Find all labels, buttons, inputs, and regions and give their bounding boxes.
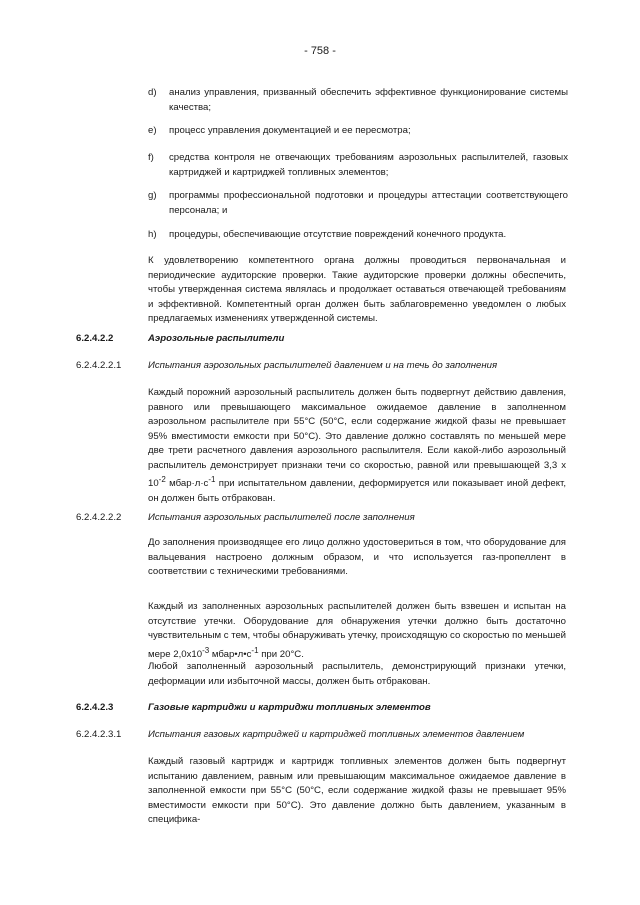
section-number: 6.2.4.2.3.1 [76, 729, 122, 740]
section-number: 6.2.4.2.3 [76, 702, 114, 713]
paragraph-audits: К удовлетворению компетентного органа должны проводиться первоначальная и периодические аудиторские проверки. Такие аудиторские проверки должны обеспечить, чтобы утвержденная система являлась и продолжает оставаться отвечающей требованиям и эффективной. Компетентный орган должен быть заблаговременно уведомлен о любых предлагаемых изменениях утвержденной системы. [148, 255, 566, 324]
list-item-h [148, 228, 568, 243]
list-marker: e) [148, 125, 157, 136]
list-item-e [148, 124, 568, 139]
list-item-f [148, 151, 568, 180]
paragraph-after-fill-3: Любой заполненный аэрозольный распылитель, демонстрирующий признаки утечки, деформации или избыточной массы, должен быть отбракован. [148, 661, 566, 687]
list-text: процедуры, обеспечивающие отсутствие повреждений конечного продукта. [169, 229, 507, 240]
paragraph-empty-test: Каждый порожний аэрозольный распылитель должен быть подвергнут действию давления, равного или превышающего максимальное ожидаемое давление в заполненном аэрозольном распылителе при 55°C (50°C, если содержание жидкой фазы не превышает 95% вместимости емкости при 50°C). Это давление должно составлять по меньшей мере две трети расчетного давления аэрозольного распылителя. Если какой-либо аэрозольный распылитель демонстрирует признаки течи со скоростью, равной или превышающей 3,3 x $10^{-2}$ $мбар\cdot л\cdot с^{-1}$ при испытательном давлении, деформируется или показывает иной дефект, он должен быть отбракован. [148, 387, 566, 504]
section-title: Испытания аэрозольных распылителей давлением и на течь до заполнения [148, 360, 498, 371]
list-marker: f) [148, 152, 154, 163]
section-number: 6.2.4.2.2.1 [76, 360, 122, 371]
list-text: средства контроля не отвечающих требованиям аэрозольных распылителей, газовых картриджей и картриджей топливных элементов; [169, 152, 568, 178]
list-item-g [148, 189, 568, 218]
section-title: Аэрозольные распылители [148, 333, 285, 344]
list-marker: d) [148, 87, 157, 98]
paragraph-cartridge-test: Каждый газовый картридж и картридж топливных элементов должен быть подвергнут испытанию давлением, равным или превышающим максимальное ожидаемое давление в заполненной емкости при 55°C (50°C, если содержание жидкой фазы не превышает 95% вместимости емкости при 50°C). Это давление должно быть давлением, указанным в специфика- [148, 756, 566, 825]
paragraph-after-fill-1: До заполнения производящее его лицо должно удостовериться в том, что оборудование для вальцевания настроено должным образом, и что используется газ-пропеллент в соответствии с техническими требованиями. [148, 537, 566, 577]
list-item-d [148, 86, 568, 115]
list-marker: g) [148, 190, 157, 201]
list-marker: h) [148, 229, 157, 240]
list-text: программы профессиональной подготовки и процедуры аттестации соответствующего персонала; и [169, 190, 568, 216]
section-number: 6.2.4.2.2.2 [76, 512, 122, 523]
section-title: Испытания аэрозольных распылителей после заполнения [148, 512, 415, 523]
page-number: - 758 - [304, 45, 336, 57]
paragraph-after-fill-2: Каждый из заполненных аэрозольных распылителей должен быть взвешен и испытан на отсутствие утечки. Оборудование для обнаружения утечки должно быть достаточно чувствительным с тем, чтобы обнаруживать утечку, происходящую со скоростью по меньшей мере $2,0x10^{-3}$ $мбар•л•с^{-1}$ при 20°C. [148, 601, 566, 660]
list-text: анализ управления, призванный обеспечить эффективное функционирование системы качества; [169, 87, 568, 113]
section-title: Испытания газовых картриджей и картриджей топливных элементов давлением [148, 729, 525, 740]
section-title: Газовые картриджи и картриджи топливных элементов [148, 702, 431, 713]
section-number: 6.2.4.2.2 [76, 333, 114, 344]
list-text: процесс управления документацией и ее пересмотра; [169, 125, 411, 136]
